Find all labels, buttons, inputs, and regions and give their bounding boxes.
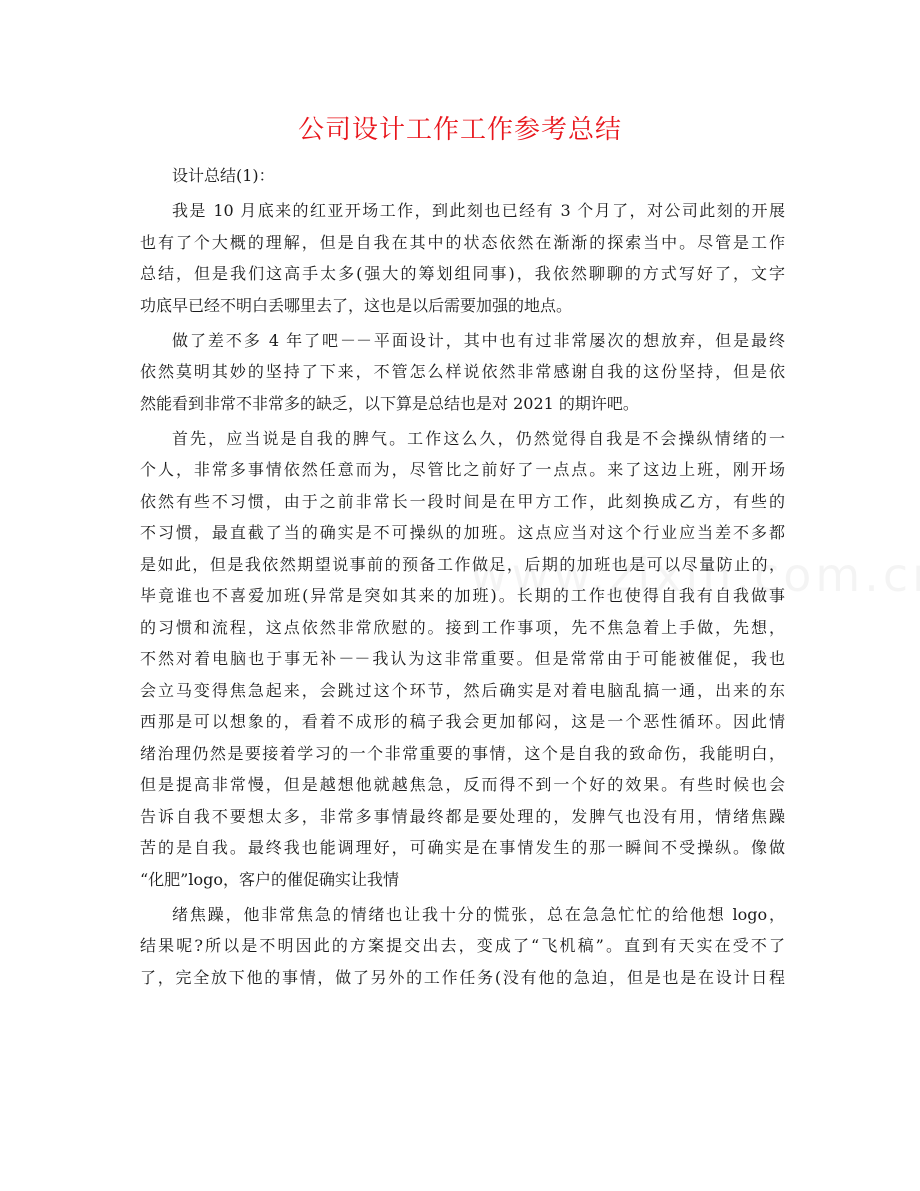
paragraph-line: 个人，非常多事情依然任意而为，尽管比之前好了一点点。来了这边上班，刚开场	[140, 460, 785, 480]
paragraph-line: 功底早已经不明白丢哪里去了，这也是以后需要加强的地点。	[140, 295, 573, 315]
paragraph-line: 但是提高非常慢，但是越想他就越焦急，反而得不到一个好的效果。有些时候也会	[140, 775, 785, 795]
paragraph-line: 总结，但是我们这高手太多(强大的筹划组同事)，我依然聊聊的方式写好了，文字	[140, 264, 785, 284]
paragraph-line: 不然对着电脑也于事无补－－我认为这非常重要。但是常常由于可能被催促，我也	[140, 649, 785, 669]
paragraph-line: 依然莫明其妙的坚持了下来，不管怎么样说依然非常感谢自我的这份坚持，但是依	[140, 362, 785, 382]
paragraph-4	[140, 899, 785, 994]
document-body	[140, 160, 785, 993]
paragraph-line: 告诉自我不要想太多，非常多事情最终都是要处理的，发脾气也没有用，情绪焦躁	[140, 806, 785, 826]
paragraph-line: 依然有些不习惯，由于之前非常长一段时间是在甲方工作，此刻换成乙方，有些的	[140, 491, 785, 511]
paragraph-line: 会立马变得焦急起来，会跳过这个环节，然后确实是对着电脑乱搞一通，出来的东	[140, 680, 785, 700]
paragraph-line: 绪治理仍然是要接着学习的一个非常重要的事情，这个是自我的致命伤，我能明白，	[140, 743, 785, 763]
paragraph-line: 的习惯和流程，这点依然非常欣慰的。接到工作事项，先不焦急着上手做，先想，	[140, 617, 785, 637]
paragraph-line: 是如此，但是我依然期望说事前的预备工作做足，后期的加班也是可以尽量防止的，	[140, 554, 785, 574]
paragraph-2	[140, 325, 785, 420]
section-heading: 设计总结(1)：	[172, 166, 275, 185]
paragraph-line: 也有了个大概的理解，但是自我在其中的状态依然在渐渐的探索当中。尽管是工作	[140, 232, 785, 252]
paragraph-line: 我是 10 月底来的红亚开场工作，到此刻也已经有 3 个月了，对公司此刻的开展	[172, 201, 785, 221]
paragraph-line: 做了差不多 4 年了吧－－平面设计，其中也有过非常屡次的想放弃，但是最终	[172, 330, 785, 350]
paragraph-line: 西那是可以想象的，看着不成形的稿子我会更加郁闷，这是一个恶性循环。因此情	[140, 712, 785, 732]
paragraph-line: 不习惯，最直截了当的确实是不可操纵的加班。这点应当对这个行业应当差不多都	[140, 523, 785, 543]
paragraph-1	[140, 195, 785, 321]
paragraph-line: 绪焦躁，他非常焦急的情绪也让我十分的慌张，总在急急忙忙的给他想 logo，	[172, 904, 785, 924]
paragraph-line: 首先，应当说是自我的脾气。工作这么久，仍然觉得自我是不会操纵情绪的一	[172, 428, 785, 448]
paragraph-line: 了，完全放下他的事情，做了另外的工作任务(没有他的急迫，但是也是在设计日程	[140, 967, 785, 987]
paragraph-line: “化肥”logo，客户的催促确实让我情	[140, 869, 399, 889]
paragraph-line: 毕竟谁也不喜爱加班(异常是突如其来的加班)。长期的工作也使得自我有自我做事	[140, 586, 785, 606]
paragraph-3	[140, 423, 785, 896]
paragraph-line: 苦的是自我。最终我也能调理好，可确实是在事情发生的那一瞬间不受操纵。像做	[140, 838, 785, 858]
paragraph-line: 然能看到非常不非常多的缺乏，以下算是总结也是对 2021 的期许吧。	[140, 393, 639, 413]
paragraph-line: 结果呢?所以是不明因此的方案提交出去，变成了“飞机稿”。直到有天实在受不了	[140, 936, 785, 956]
document-title: 公司设计工作工作参考总结	[297, 115, 622, 145]
